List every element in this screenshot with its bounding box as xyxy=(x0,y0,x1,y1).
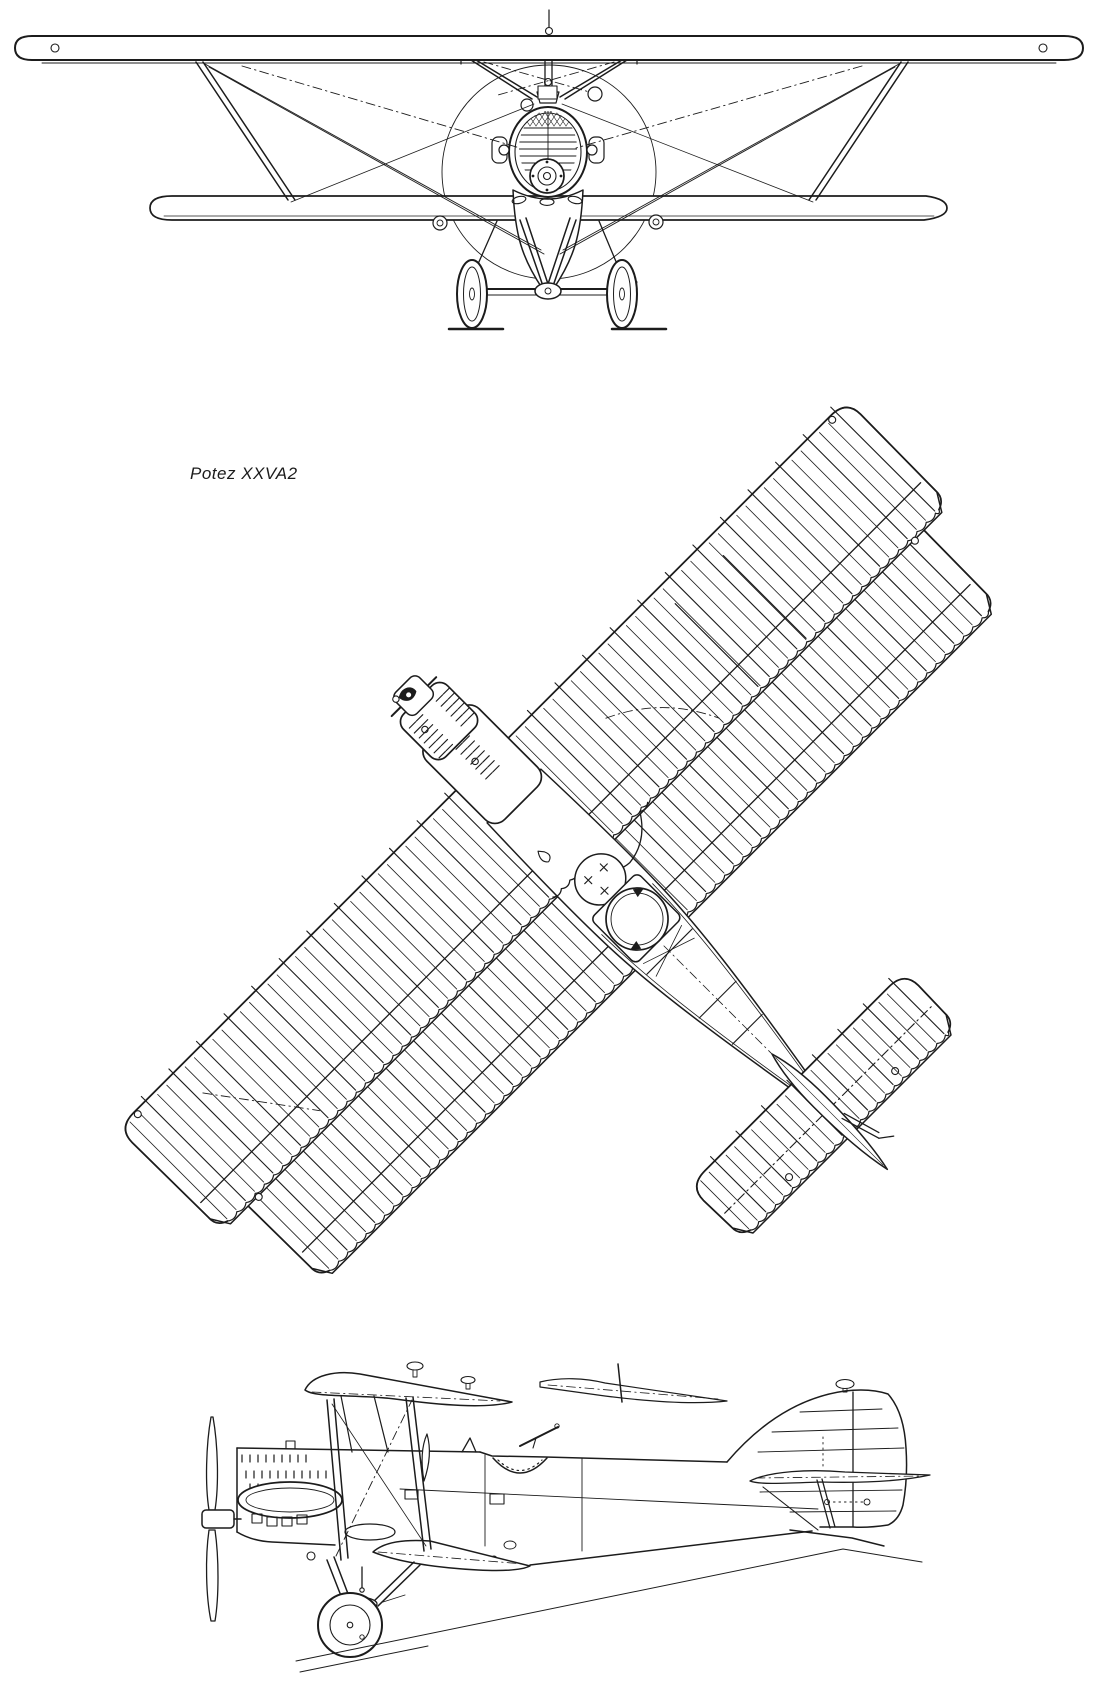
drawing-stroke xyxy=(538,86,557,99)
wheel-right xyxy=(607,260,637,328)
cockpit-rim xyxy=(493,1458,547,1473)
drawing-stroke xyxy=(530,159,564,193)
ground-line xyxy=(296,1549,922,1672)
drawing-stroke xyxy=(546,189,549,192)
drawing-stroke xyxy=(506,108,518,126)
drawing-stroke xyxy=(405,1490,418,1499)
drawing-stroke xyxy=(378,1565,420,1606)
drawing-stroke xyxy=(822,1479,835,1527)
drawing-stroke xyxy=(202,1510,234,1528)
drawing-stroke xyxy=(406,1398,424,1551)
drawing-stroke xyxy=(327,1400,341,1560)
drawing-stroke xyxy=(546,161,549,164)
drawing-stroke xyxy=(490,1494,504,1504)
landing-gear-side xyxy=(318,1557,420,1657)
tail-skid xyxy=(763,1479,884,1546)
drawing-stroke xyxy=(760,1490,902,1492)
drawing-stroke xyxy=(480,1452,727,1462)
wheel-left xyxy=(457,260,487,328)
drawing-stroke xyxy=(816,62,908,200)
drawing-stroke xyxy=(207,1417,218,1510)
drawing-stroke xyxy=(422,1434,429,1481)
drawing-stroke xyxy=(790,1530,884,1546)
drawing-stroke xyxy=(499,145,509,155)
drawing-stroke xyxy=(392,708,400,716)
top-view xyxy=(39,321,1100,1534)
drawing-stroke xyxy=(237,1532,335,1545)
drawing-stroke xyxy=(286,1441,295,1449)
drawing-stroke xyxy=(504,1541,516,1549)
drawing-stroke xyxy=(476,60,537,97)
drawing-stroke xyxy=(540,1379,727,1403)
wheel-side xyxy=(318,1593,382,1657)
drawing-stroke xyxy=(560,175,563,178)
figure-label: Potez XXVA2 xyxy=(190,464,298,483)
drawing-stroke xyxy=(203,62,295,200)
drawing-stroke xyxy=(307,1552,315,1560)
drawing-stroke xyxy=(790,1511,896,1512)
upper-wing-side xyxy=(305,1362,727,1406)
tailplane-side xyxy=(750,1471,930,1484)
drawing-stroke xyxy=(800,1409,882,1412)
drawing-stroke xyxy=(267,1517,277,1526)
drawing-stroke xyxy=(560,67,895,254)
drawing-stroke xyxy=(196,62,288,200)
drawing-stroke xyxy=(372,1562,414,1603)
drawing-stroke xyxy=(758,1448,904,1452)
drawing-stroke xyxy=(207,1530,218,1621)
drawing-stroke xyxy=(587,145,597,155)
drawing-stroke xyxy=(530,1531,812,1565)
fuselage-front xyxy=(513,190,583,288)
drawing-stroke xyxy=(413,1397,431,1549)
drawing-stroke xyxy=(373,1540,530,1570)
drawing-stroke xyxy=(305,1373,512,1406)
drawing-stroke xyxy=(563,64,899,250)
drawing-stroke xyxy=(649,215,663,229)
tail-side xyxy=(727,1380,930,1547)
drawing-stroke xyxy=(588,87,602,101)
drawing-stroke xyxy=(535,283,561,299)
drawing-stroke xyxy=(532,175,535,178)
drawing-stroke xyxy=(345,1524,395,1540)
upper-wing xyxy=(15,36,1083,60)
drawing-stroke xyxy=(478,221,497,264)
engine-side xyxy=(237,1441,480,1560)
drawing-stroke xyxy=(296,1549,922,1661)
drawing-stroke xyxy=(836,1380,854,1389)
side-view xyxy=(202,1362,930,1672)
drawing-stroke xyxy=(400,1489,818,1509)
fuselage-side xyxy=(400,1424,818,1565)
drawing-stroke xyxy=(374,1396,388,1452)
drawing-stroke xyxy=(506,108,518,126)
drawing-stroke xyxy=(461,1377,475,1384)
propeller-side xyxy=(202,1417,241,1621)
drawing-stroke xyxy=(809,62,901,200)
drawing-stroke xyxy=(242,66,520,148)
exhaust-manifold xyxy=(238,1482,342,1518)
drawing-stroke xyxy=(772,1428,898,1432)
propeller-hub xyxy=(530,159,564,193)
windscreen xyxy=(462,1438,476,1452)
machine-gun xyxy=(520,1427,558,1446)
front-view xyxy=(15,10,1083,329)
lower-wing-side xyxy=(360,1540,530,1592)
drawing-stroke xyxy=(205,64,541,250)
drawing-stroke xyxy=(471,60,532,99)
drawing-stroke xyxy=(879,1130,894,1145)
drawing-stroke xyxy=(237,1448,480,1452)
drawing-stroke xyxy=(576,66,862,148)
drawing-stroke xyxy=(864,1499,870,1505)
drawing-stroke xyxy=(341,1396,352,1452)
drawing-stroke xyxy=(433,216,447,230)
drawing-stroke xyxy=(546,28,553,35)
drawing-stroke xyxy=(407,1362,423,1370)
